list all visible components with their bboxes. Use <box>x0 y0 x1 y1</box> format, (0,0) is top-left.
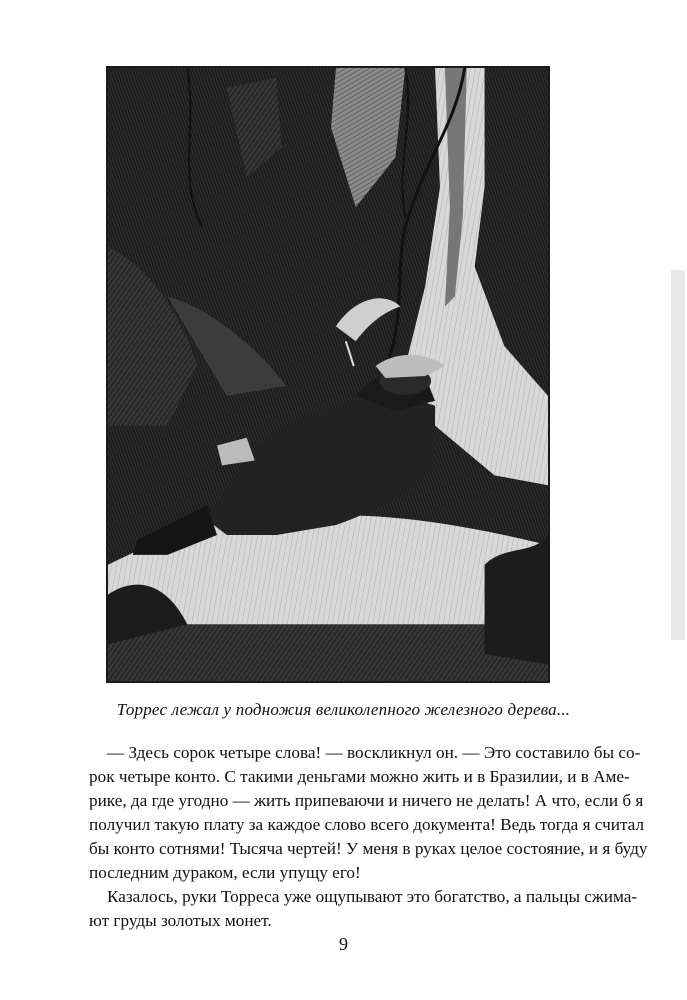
page-edge-bleed-through <box>667 270 687 640</box>
text-line: последним дураком, если упущу его! <box>89 863 361 882</box>
page-number: 9 <box>339 934 348 954</box>
text-line: бы конто сотнями! Тысяча чертей! У меня в руках целое состояние, и я буду <box>89 839 648 858</box>
text-line: рок четыре конто. С такими деньгами можно жить и в Бразилии, и в Аме- <box>89 767 630 786</box>
text-line: ют груды золотых монет. <box>89 911 272 930</box>
illustration-caption: Торрес лежал у подножия великолепного железного дерева... <box>116 700 571 719</box>
forest-engraving-image <box>108 68 548 681</box>
engraving-illustration <box>106 66 550 683</box>
text-line: — Здесь сорок четыре слова! — воскликнул он. — Это составило бы со- <box>107 743 641 762</box>
body-text <box>89 741 648 933</box>
text-line: рике, да где угодно — жить припеваючи и ничего не делать! А что, если б я <box>89 791 644 810</box>
text-line: Казалось, руки Торреса уже ощупывают это богатство, а пальцы сжима- <box>107 887 638 906</box>
text-line: получил такую плату за каждое слово всего документа! Ведь тогда я считал <box>89 815 645 834</box>
